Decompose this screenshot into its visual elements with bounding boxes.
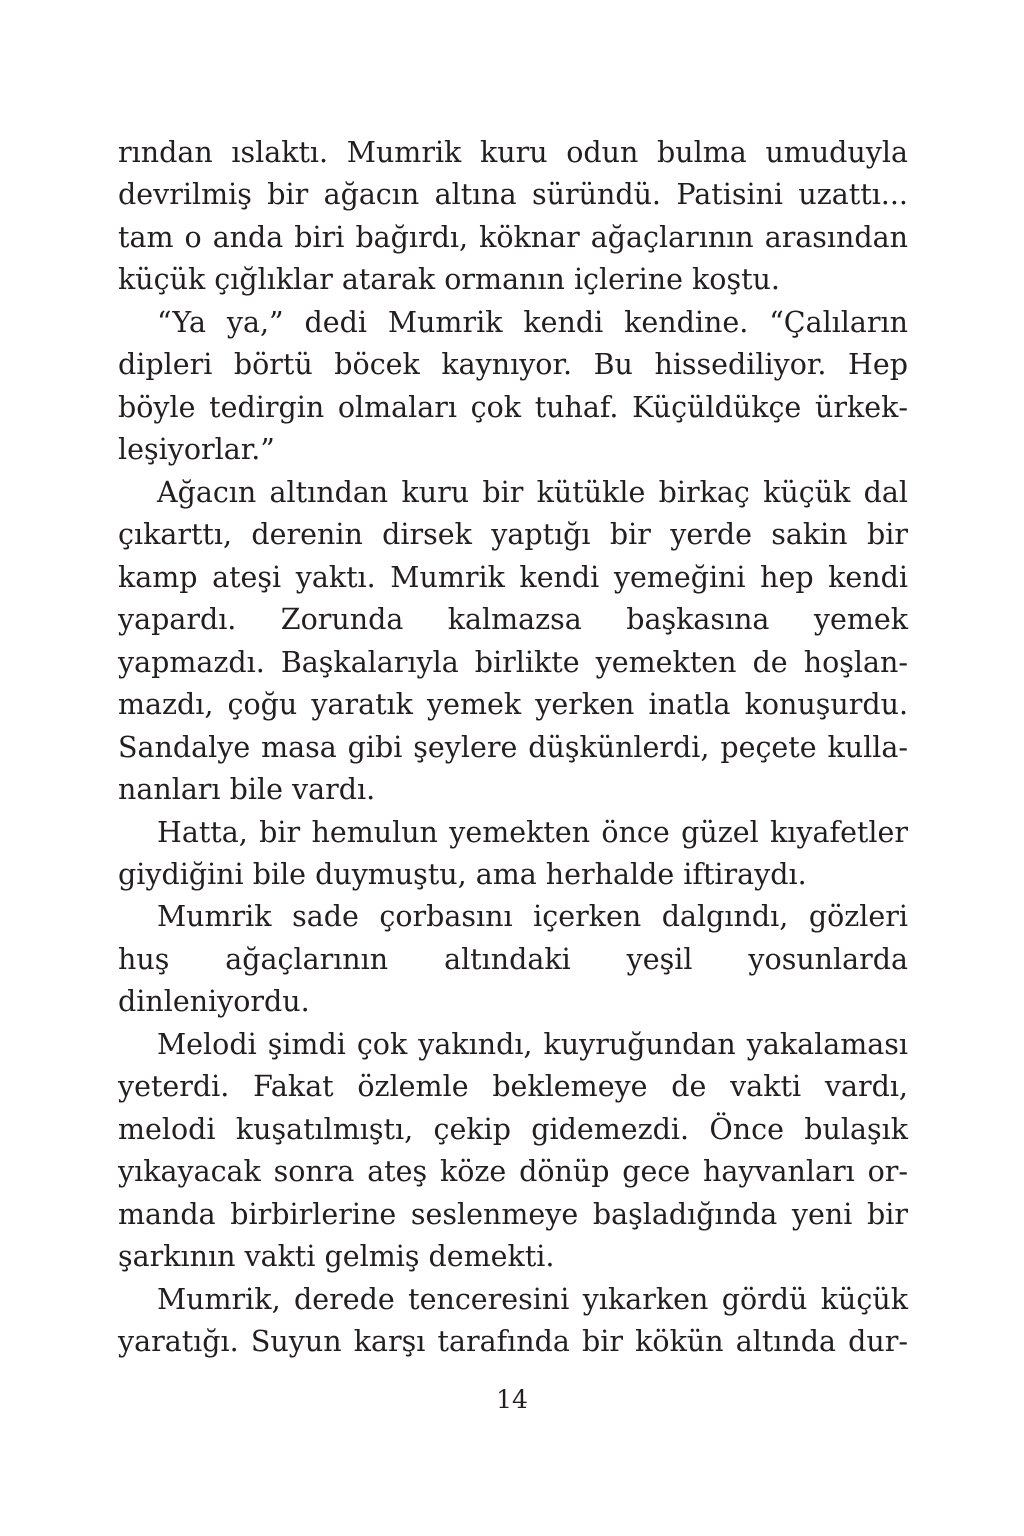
paragraph-1: rından ıslaktı. Mumrik kuru odun bulma umuduyla devrilmiş bir ağacın altına süründü. Patisini uzattı... tam o anda biri bağırdı, köknar ağaçlarının arasından küçük çığlıklar atarak ormanın içlerine koştu. (118, 136, 908, 297)
paragraph-4: Hatta, bir hemulun yemekten önce güzel kıyafetler giydiğini bile duymuştu, ama herhalde iftiraydı. (118, 815, 908, 891)
paragraph-2: “Ya ya,” dedi Mumrik kendi kendine. “Çalıların dipleri börtü böcek kaynıyor. Bu hissediliyor. Hep böyle tedirgin olmaları çok tuhaf. Küçüldükçe ürkekleşiyorlar.” (118, 305, 908, 467)
page-number: 14 (496, 1385, 528, 1414)
paragraph-6: Melodi şimdi çok yakındı, kuyruğundan yakalaması yeterdi. Fakat özlemle beklemeye de vakti vardı, melodi kuşatılmıştı, çekip gidemezdi. Önce bulaşık yıkayacak sonra ateş köze dönüp gece hayvanları ormanda birbirlerine seslenmeye başladığında yeni bir şarkının vakti gelmiş demekti. (118, 1027, 908, 1274)
paragraph-3: Ağacın altından kuru bir kütükle birkaç küçük dal çıkarttı, derenin dirsek yaptığı bir yerde sakin bir kamp ateşi yaktı. Mumrik kendi yemeğini hep kendi yapardı. Zorunda kalmazsa başkasına yemek yapmazdı. Başkalarıyla birlikte yemekten de hoşlanmazdı, çoğu yaratık yemek yerken inatla konuşurdu. Sandalye masa gibi şeylere düşkünlerdi, peçete kullananları bile vardı. (118, 475, 908, 807)
paragraph-7: Mumrik, derede tenceresini yıkarken gördü küçük yaratığı. Suyun karşı tarafında bir kökün altında dur- (118, 1282, 908, 1359)
paragraph-5: Mumrik sade çorbasını içerken dalgındı, gözleri huş ağaçlarının altındaki yeşil yosunlarda dinleniyordu. (118, 900, 908, 1019)
body-text (118, 132, 908, 1364)
